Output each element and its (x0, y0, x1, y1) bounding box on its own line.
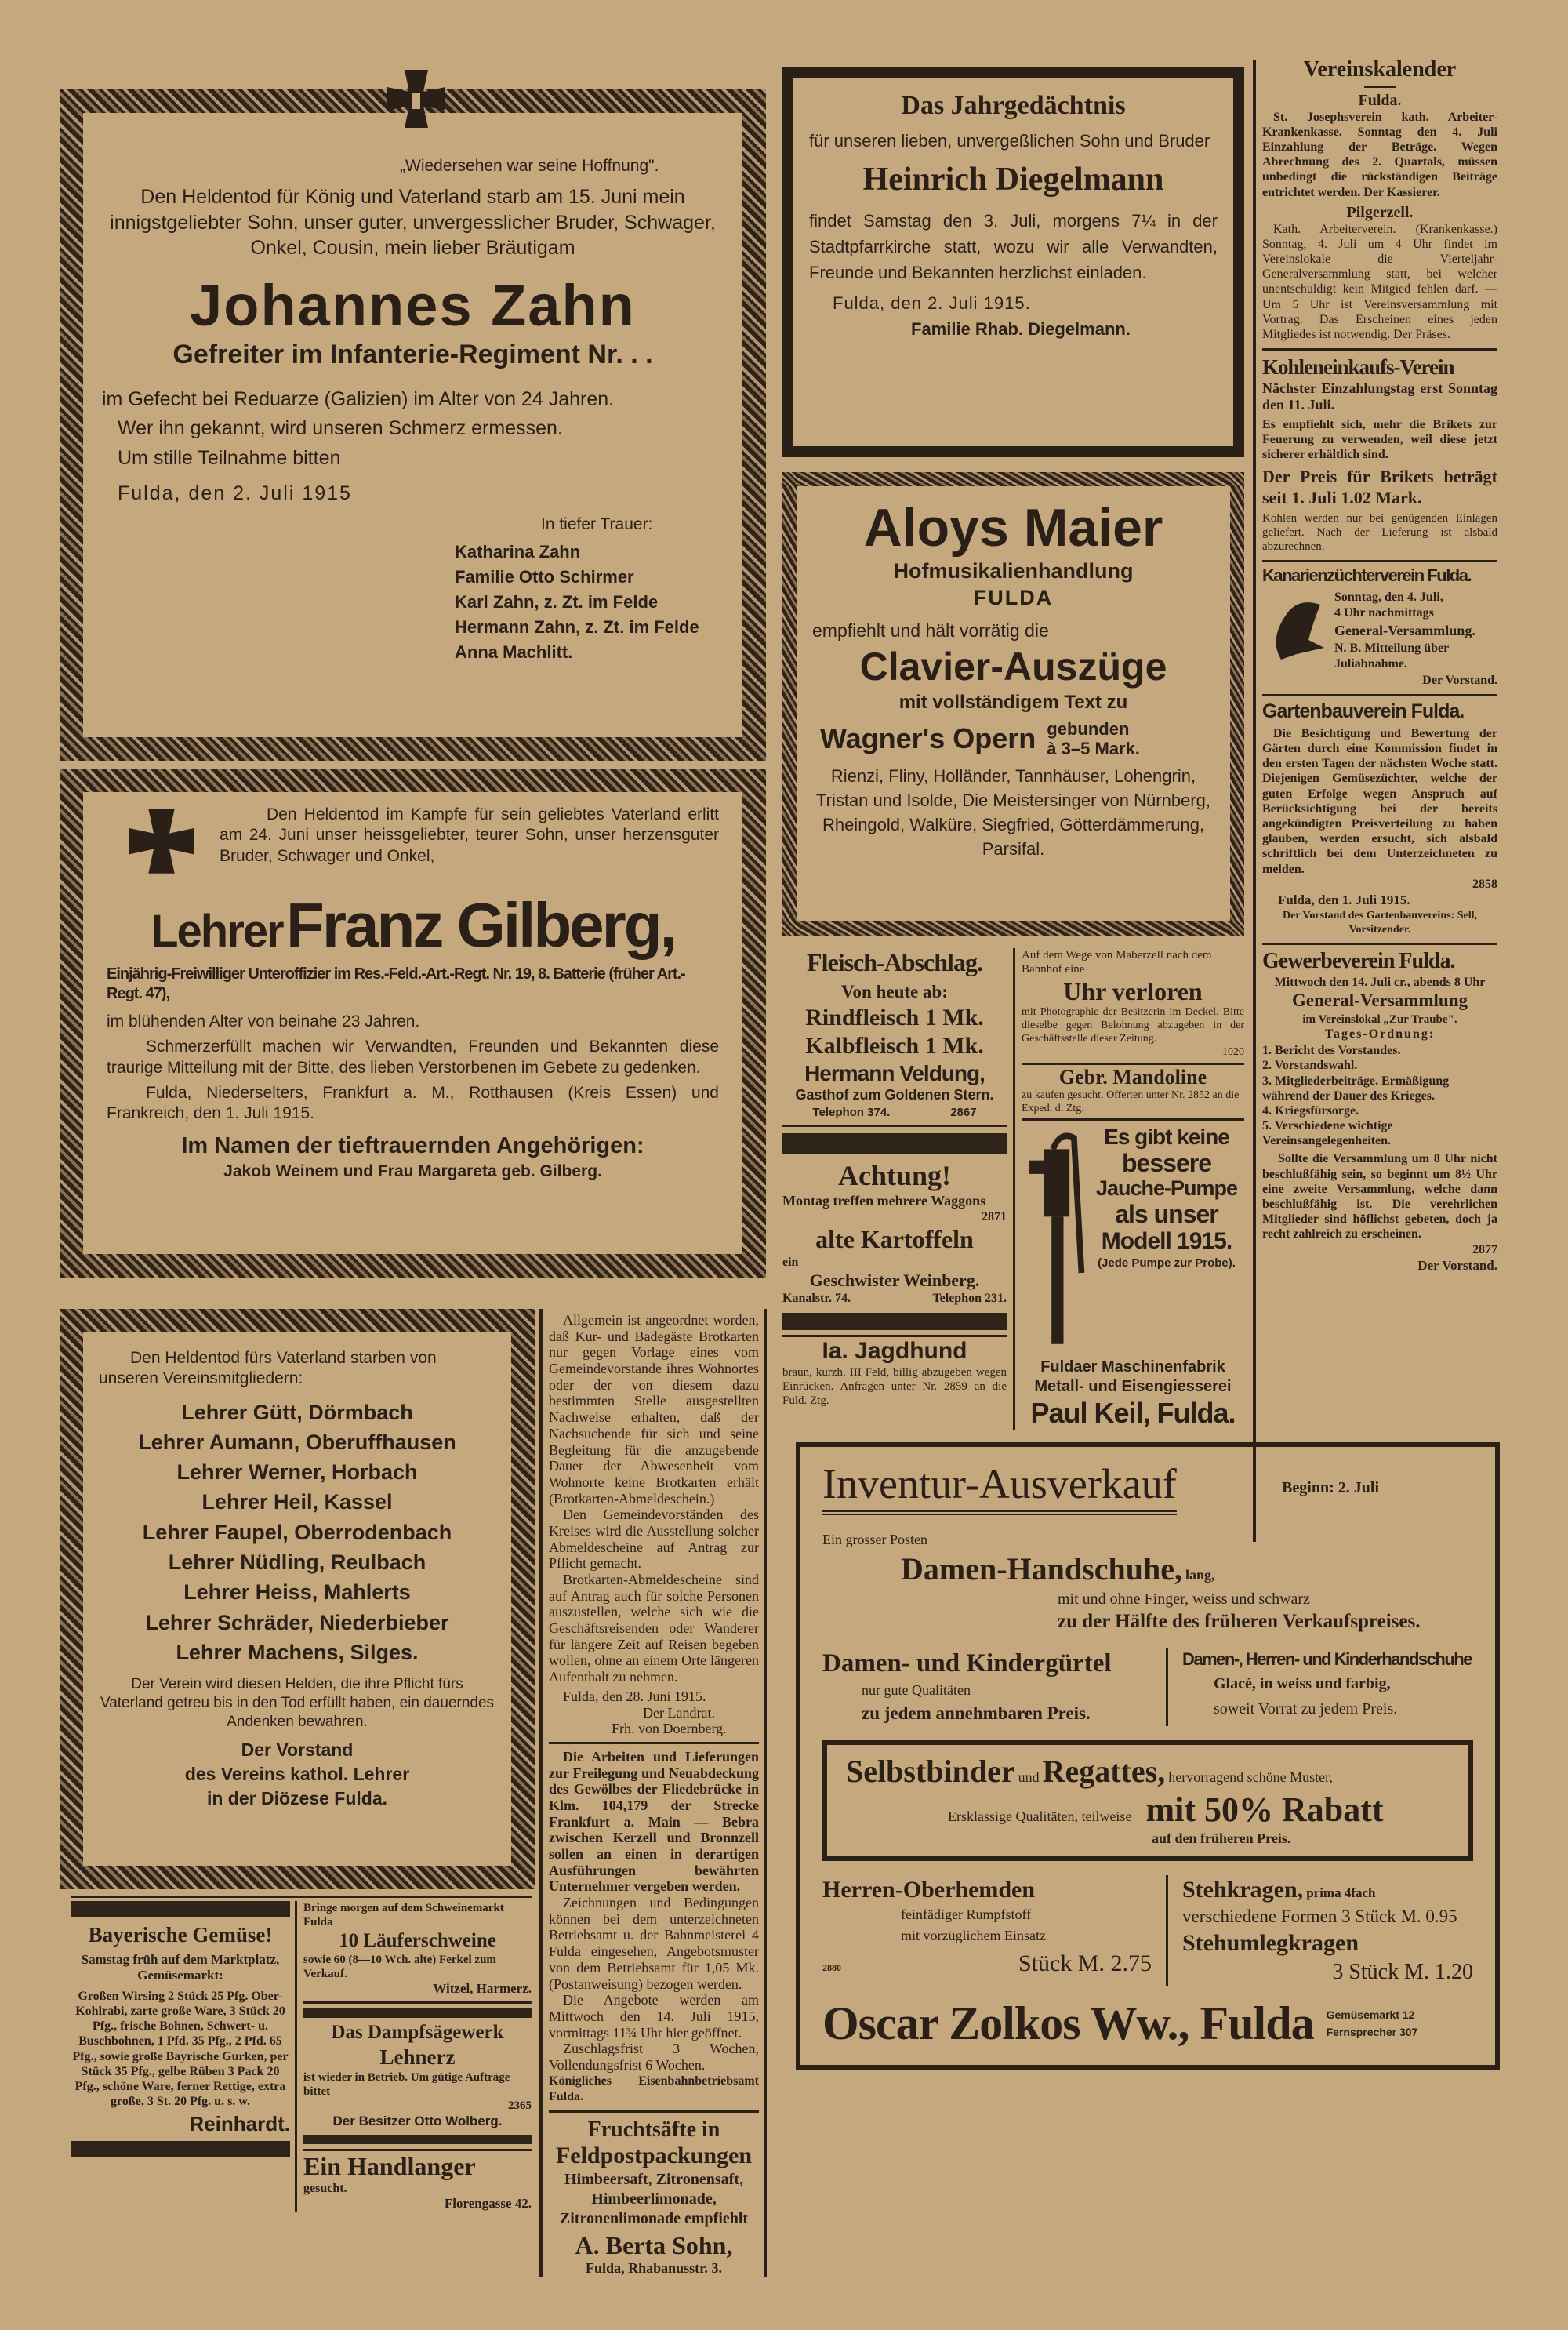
section-title: Vereinskalender (1303, 57, 1457, 82)
ad-note: (Jede Pumpe zur Probe). (1098, 1256, 1236, 1270)
ad-signature: Der Besitzer Otto Wolberg. (332, 2113, 503, 2128)
product-name: Damen-, Herren- und Kinderhandschuhe (1182, 1649, 1472, 1670)
ad-intro: Bringe morgen auf dem Schweinemarkt Fulda (303, 1902, 504, 1928)
ad-phone: Telephon 231. (932, 1292, 1007, 1306)
product-name: Damen- und Kindergürtel (822, 1649, 1112, 1678)
notice-signature: Familie Rhab. Diegelmann. (911, 318, 1131, 339)
obit-intro: Den Heldentod fürs Vaterland starben von unseren Vereinsmitgliedern: (99, 1349, 437, 1388)
mourner: Anna Machlitt. (455, 642, 573, 662)
ad-number: 2880 (822, 1962, 841, 1974)
notice-paragraph: Allgemein ist angeordnet worden, daß Kur- und Badegäste Brotkarten nur gegen Vorlage eines vom Gemeindevorstande ihres Wohnortes oder der von diesem dazu bestimmten Stelle ausgestellten Nachweise erhalten, daß der Nachsuchende für sich und seine Begleitung für die anzugebende Dauer der Abwesenheit vom Wohnorte keine Brotkarten erhält (Brotkarten-Abmeldeschein.) (549, 1312, 759, 1507)
product-name: Herren-Oberhemden (822, 1876, 1036, 1903)
ad-body: ist wieder in Betrieb. Um gütige Aufträge bittet (303, 2070, 510, 2098)
ad-list: Rienzi, Fliny, Holländer, Tannhäuser, Lohengrin, Tristan und Isolde, Die Meistersinger von Nürnberg, Rheingold, Walküre, Siegfried, Götterdämmerung, Parsifal. (816, 766, 1210, 859)
gemuese-ad (60, 1901, 295, 2157)
product-detail: Glacé, in weiss und farbig, (1214, 1674, 1391, 1692)
ad-title: Fruchtsäfte in (587, 2117, 720, 2143)
kanarien-ad (1262, 565, 1497, 689)
ad-body: Himbeersaft, Zitronensaft, Himbeerlimonade, Zitronenlimonade empfiehlt (559, 2170, 749, 2227)
obit-line: im Gefecht bei Reduarze (Galizien) im Alter von 24 Jahren. (102, 387, 615, 410)
mourner: Familie Otto Schirmer (455, 566, 634, 587)
ad-intro: Samstag früh auf dem Marktplatz, Gemüsemarkt: (81, 1952, 280, 1983)
ad-body: mit Photographie der Besitzerin im Deckel. Bitte dieselbe gegen Belohnung abzugeben in der Geschäftsstelle dieser Zeitung. (1022, 1006, 1244, 1045)
obit-name: Franz Gilberg, (286, 890, 675, 960)
ad-firm-name: Oscar Zolkos Ww., Fulda (822, 1997, 1314, 2049)
ad-number: 2871 (982, 1210, 1007, 1224)
ad-title: Kanarienzüchterverein Fulda. (1262, 565, 1472, 586)
ad-number: 2858 (1472, 877, 1497, 891)
canary-bird-icon (1265, 593, 1328, 663)
obituary-lehrer (60, 1309, 535, 1889)
ad-signature: Der Vorstand des Gartenbauvereins: Sell, Vorsitzender. (1283, 910, 1477, 936)
obit-signature: Der Vorstand (241, 1739, 354, 1760)
vereinskalender (1262, 56, 1497, 342)
ad-body: 4 Uhr nachmittags (1334, 606, 1434, 620)
ad-firm: Geschwister Weinberg. (809, 1270, 980, 1290)
ad-headline: bessere (1122, 1149, 1211, 1178)
ad-date: Mittwoch den 14. Juli cr., abends 8 Uhr (1274, 975, 1486, 989)
product-detail: feinfädiger Rumpfstoff (901, 1907, 1032, 1923)
obit-age: im blühenden Alter von beinahe 23 Jahren. (107, 1012, 420, 1031)
selbstbinder-box (822, 1740, 1473, 1861)
ad-intro: Auf dem Wege von Maberzell nach dem Bahnhof eine (1022, 949, 1212, 976)
fallen-member: Lehrer Heiss, Mahlerts (183, 1580, 411, 1605)
ad-price: Rindfleisch 1 Mk. (805, 1004, 984, 1031)
product-name: Selbstbinder (846, 1753, 1015, 1789)
gewerbe-ad (1262, 948, 1497, 1274)
ad-body: ein (782, 1255, 799, 1269)
obit-signature: des Vereins kathol. Lehrer (184, 1763, 410, 1784)
fleisch-ad (782, 948, 1007, 1120)
product-detail: soweit Vorrat zu jedem Preis. (1214, 1699, 1398, 1718)
pump-illustration (1022, 1125, 1089, 1353)
obit-date: Fulda, den 2. Juli 1915 (118, 482, 352, 505)
product-detail: hervorragend schöne Muster, (1168, 1768, 1333, 1785)
notice-paragraph: Die Angebote werden am Mittwoch den 14. Juli 1915, vormittags 11¾ Uhr hier geöffnet. (549, 1992, 759, 2041)
notice-title: Das Jahrgedächtnis (901, 91, 1126, 120)
ad-body: Kohlen werden nur bei genügenden Einlagen geliefert. Nach der Lieferung ist alsbald abzurechnen. (1262, 512, 1497, 554)
ad-firm: Aloys Maier (863, 498, 1163, 558)
ad-city: FULDA (973, 585, 1054, 609)
ad-body: zu kaufen gesucht. Offerten unter Nr. 2852 an die Exped. d. Ztg. (1022, 1089, 1240, 1114)
ad-body: gesucht. (303, 2182, 347, 2196)
obit-line: Um stille Teilnahme bitten (118, 446, 341, 469)
fallen-member: Lehrer Gütt, Dörmbach (181, 1400, 413, 1424)
ad-address: Gasthof zum Goldenen Stern. (795, 1087, 994, 1103)
begin-date: Beginn: 2. Juli (1282, 1478, 1379, 1496)
schweine-ad (303, 1901, 532, 1997)
ad-price: Kalbfleisch 1 Mk. (805, 1032, 984, 1059)
ad-title: Uhr verloren (1063, 977, 1203, 1005)
ad-title: Gebr. Mandoline (1058, 1065, 1207, 1089)
agenda-item: 1. Bericht des Vorstandes. (1262, 1044, 1401, 1058)
discount: mit 50% Rabatt (1145, 1790, 1384, 1829)
product-name: Stehkragen, (1182, 1876, 1304, 1903)
mourning-label: In tiefer Trauer: (541, 514, 653, 533)
pumpe-firm (1022, 1358, 1244, 1429)
ad-headline: Modell 1915. (1101, 1228, 1232, 1255)
ad-headline: alte Kartoffeln (815, 1225, 974, 1254)
column-3 (1262, 56, 1497, 1274)
product-detail: und (1018, 1768, 1040, 1785)
ad-body: N. B. Mitteilung über Juliabnahme. (1334, 641, 1449, 671)
notice-paragraph: Den Gemeindevorständen des Kreises wird die Ausstellung solcher Abmeldescheine auf Antrag zur Pflicht gemacht. (549, 1507, 759, 1572)
ad-title: Das Dampfsägewerk (331, 2022, 504, 2044)
agenda-item: 5. Verschiedene wichtige Vereinsangelegenheiten. (1262, 1119, 1393, 1148)
iron-cross-icon (381, 66, 452, 136)
ad-body: Sonntag, den 4. Juli, (1334, 590, 1443, 604)
agenda-item: 4. Kriegsfürsorge. (1262, 1103, 1359, 1118)
eisenbahn-notice (549, 1749, 759, 2106)
obit-signers: Jakob Weinem und Frau Margareta geb. Gilberg. (223, 1161, 602, 1180)
ad-number: 2877 (1472, 1242, 1497, 1256)
fallen-member: Lehrer Nüdling, Reulbach (168, 1550, 426, 1575)
notice-date: Fulda, den 28. Juni 1915. (563, 1688, 706, 1704)
ad-title: Gewerbeverein Fulda. (1262, 949, 1455, 974)
iron-cross-icon (122, 805, 201, 883)
obit-line: Wer ihn gekannt, wird unseren Schmerz ermessen. (118, 417, 563, 440)
fallen-member: Lehrer Schräder, Niederbieber (145, 1610, 449, 1634)
ad-headline: Wagner's Opern (820, 722, 1036, 755)
obit-date: Fulda, Niederselters, Frankfurt a. M., Rotthausen (Kreis Essen) und Frankreich, den 1. Juli 1915. (107, 1083, 719, 1122)
ad-date: Fulda, den 1. Juli 1915. (1278, 892, 1410, 907)
ad-body: Großen Wirsing 2 Stück 25 Pfg. Ober-Kohlrabi, zarte große Ware, 3 Stück 20 Pfg., frische Bohnen, Schwert- u. Buschbohnen, 1 Pfd. 35 Pfg., 2 Pfd. 65 Pfg., sowie große Bayrische Gurken, per Stück 35 Pfg., gelbe Rüben 3 Pack 20 Pfg., schöne Ware, ferner Rettige, extra große, 3 St. 20 Pfg. u. s. w. (72, 1989, 289, 2109)
agenda-item: 3. Mitgliederbeiträge. Ermäßigung während der Dauer des Krieges. (1262, 1074, 1450, 1103)
ad-title: Achtung! (837, 1160, 952, 1192)
obit-name: Johannes Zahn (190, 272, 636, 338)
ad-intro: Montag treffen mehrere Waggons (782, 1192, 986, 1209)
obit-body: Der Verein wird diesen Helden, die ihre Pflicht fürs Vaterland getreu bis in den Tod erfüllt haben, ein dauerndes Andenken bewahren. (100, 1676, 495, 1730)
jagdhund-ad (782, 1337, 1007, 1408)
ad-address: Gemüsemarkt 12 (1326, 2008, 1415, 2021)
brotkarten-notice (549, 1312, 759, 1737)
mourner: Karl Zahn, z. Zt. im Felde (455, 591, 659, 612)
product-price: 3 Stück M. 1.20 (1332, 1959, 1473, 1984)
ad-address: im Vereinslokal „Zur Traube". (1302, 1012, 1457, 1026)
obit-rank: Gefreiter im Infanterie-Regiment Nr. . . (172, 339, 653, 369)
obit-title: Lehrer (151, 906, 283, 957)
ad-body: Sollte die Versammlung um 8 Uhr nicht beschlußfähig sein, so beginnt um 8½ Uhr eine zweite Versammlung, welche dann beschlußfähig ist. Die verehrlichen Mitglieder sind höflichst gebeten, doch ja recht zahlreich zu erscheinen. (1262, 1152, 1497, 1241)
notice-paragraph: Zuschlagsfrist 3 Wochen, Vollendungsfrist 6 Wochen. (549, 2041, 759, 2073)
mourner: Katharina Zahn (455, 541, 581, 562)
notice-body: findet Samstag den 3. Juli, morgens 7¼ in der Stadtpfarrkirche statt, wozu wir alle Verwandten, Freunde und Bekannten herzlichst einladen. (809, 210, 1218, 282)
mandoline-ad (1022, 1065, 1244, 1116)
notice-paragraph: Zeichnungen und Bedingungen können bei dem unterzeichneten Betriebsamt u. der Bahnmeisterei 4 Fulda eingesehen, Angebotsmuster von dem Betriebsamt für 1,05 Mk. (Postanweisung) bezogen werden. (549, 1895, 759, 1992)
ad-number: 1020 (1222, 1045, 1244, 1058)
ad-phone: Fernsprecher 307 (1326, 2026, 1418, 2039)
ad-title: Feldpostpackungen (555, 2143, 753, 2169)
product-detail: mit vorzüglichem Einsatz (901, 1928, 1046, 1944)
kohlen-ad (1262, 354, 1497, 554)
ad-body: Ein grosser Posten (822, 1532, 927, 1548)
mourner: Hermann Zahn, z. Zt. im Felde (455, 616, 699, 637)
ad-title: Gartenbauverein Fulda. (1262, 700, 1465, 722)
ad-price: à 3–5 Mark. (1047, 739, 1140, 759)
inventur-ad (796, 1442, 1500, 2070)
obit-signature: in der Diözese Fulda. (206, 1787, 388, 1808)
fruchtsaefte-ad (549, 2117, 759, 2277)
product-price: Stück M. 2.75 (1018, 1950, 1152, 1977)
column-1 (60, 89, 766, 2277)
ad-title: Fleisch-Abschlag. (807, 948, 982, 976)
ad-body: empfiehlt und hält vorrätig die (812, 620, 1049, 641)
product-detail: mit und ohne Finger, weiss und schwarz (1058, 1590, 1310, 1608)
fallen-member: Lehrer Heil, Kassel (201, 1490, 393, 1514)
ad-headline: General-Versammlung (1291, 990, 1468, 1010)
ad-title: Kohleneinkaufs-Verein (1262, 355, 1454, 380)
fallen-member: Lehrer Aumann, Oberuffhausen (138, 1430, 456, 1454)
ad-subtitle: Von heute ab: (841, 981, 948, 1001)
agenda-label: Tages-Ordnung: (1324, 1027, 1436, 1041)
notice-paragraph: Die Arbeiten und Lieferungen zur Freilegung und Neuabdeckung des Gewölbes der Fliedebrücke in Klm. 104,179 der Strecke Frankfurt a. Main — Bebra zwischen Kerzell und Bronnzell sollen an einen in derartigen Ausführungen bewährten Unternehmer vergeben werden. (549, 1748, 759, 1895)
product-name: Damen-Handschuhe, (901, 1550, 1182, 1587)
lower-section (60, 1309, 766, 2277)
obituary-gilberg (60, 769, 766, 1278)
ad-title: Bayerische Gemüse! (88, 1923, 273, 1947)
handlanger-ad (303, 2151, 532, 2212)
fallen-member: Lehrer Werner, Horbach (176, 1460, 418, 1485)
product-detail: auf den früheren Preis. (1152, 1830, 1291, 1847)
obit-intro: Den Heldentod für König und Vaterland starb am 15. Juni mein innigstgeliebter Sohn, unser guter, unvergesslicher Bruder, Schwager, Onkel, Cousin, mein lieber Bräutigam (110, 186, 716, 260)
ad-firm: Metall- und Eisengiesserei (1034, 1378, 1232, 1396)
ad-body: Der Preis für Brikets beträgt seit 1. Juli 1.02 Mark. (1262, 467, 1497, 507)
product-detail: zu der Hälfte des früheren Verkaufspreises. (1058, 1610, 1421, 1632)
ad-address: Fulda, Rhabanusstr. 3. (586, 2260, 722, 2277)
notice-name: Heinrich Diegelmann (862, 162, 1164, 198)
notice-paragraph: Brotkarten-Abmeldescheine sind auf Antrag auch für solche Personen auszustellen, welche sich wie die Geschäftsreisenden oder Wanderer für längere Zeit auf Reisen begeben wollen, ohne an einem Orte längeren Aufenthalt zu nehmen. (549, 1572, 759, 1685)
ad-phone: Telephon 374. (812, 1105, 891, 1119)
ad-body: braun, kurzh. III Feld, billig abzugeben wegen Einrücken. Anfragen unter Nr. 2859 an die Fuld. Ztg. (782, 1366, 1007, 1408)
obit-rank: Einjährig-Freiwilliger Unteroffizier im Res.-Feld.-Art.-Regt. Nr. 19, 8. Batterie (früher Art.-Regt. 47), (107, 965, 685, 1002)
product-detail: nur gute Qualitäten (862, 1681, 971, 1698)
ad-headline: Clavier-Auszüge (859, 644, 1167, 689)
obit-body: Schmerzerfüllt machen wir Verwandten, Freunden und Bekannten diese traurige Mitteilung mit der Bitte, des lieben Verstorbenen im Gebete zu gedenken. (107, 1038, 719, 1077)
uhr-ad (1022, 948, 1244, 1060)
obit-intro: Den Heldentod im Kampfe für sein geliebtes Vaterland erlitt am 24. Juni unser heissgeliebter, teurer Sohn, unser herzensguter Bruder, Schwager und Onkel, (220, 805, 719, 865)
ad-signature: Der Vorstand. (1417, 1257, 1497, 1273)
product-name: Stehumlegkragen (1182, 1930, 1359, 1957)
jahrgedaechtnis-notice (782, 67, 1244, 457)
ad-body: sowie 60 (8—10 Wch. alte) Ferkel zum Verkauf. (303, 1954, 496, 1980)
fallen-member: Lehrer Faupel, Oberrodenbach (142, 1520, 452, 1544)
ad-signature: Reinhardt. (189, 2112, 290, 2136)
ad-number: 2365 (508, 2099, 532, 2112)
ad-subtitle: Hofmusikalienhandlung (893, 559, 1134, 583)
ad-number: 2867 (950, 1105, 977, 1119)
fallen-member: Lehrer Machens, Silges. (176, 1641, 419, 1665)
product-detail: lang, (1185, 1566, 1215, 1583)
ad-headline: Es gibt keine (1104, 1125, 1229, 1150)
ad-body: mit vollständigem Text zu (898, 691, 1128, 713)
obituary-zahn (60, 89, 766, 761)
ad-firm: Hermann Veldung, (804, 1060, 985, 1085)
notice-signature: Frh. von Doernberg. (612, 1721, 727, 1737)
ad-headline: als unser (1115, 1200, 1218, 1229)
pumpe-ad (1089, 1125, 1244, 1270)
product-detail: zu jedem annehmbaren Preis. (862, 1703, 1091, 1723)
ad-body: Nächster Einzahlungstag erst Sonntag den 11. Juli. (1262, 380, 1497, 413)
product-price: verschiedene Formen 3 Stück M. 0.95 (1182, 1907, 1457, 1927)
ad-body: gebunden (1047, 718, 1130, 739)
ad-title: Ia. Jagdhund (822, 1338, 967, 1365)
ad-address: Florengasse 42. (444, 2196, 532, 2212)
ad-signature: Der Vorstand. (1422, 674, 1497, 688)
ad-title: Lehnerz (379, 2045, 456, 2070)
product-detail: Ersklassige Qualitäten, teilweise (948, 1808, 1132, 1824)
ad-headline: Jauche-Pumpe (1095, 1176, 1238, 1201)
obit-motto: „Wiedersehen war seine Hoffnung". (400, 157, 659, 175)
notice-date: Fulda, den 2. Juli 1915. (833, 293, 1031, 313)
calendar-entry: Kath. Arbeiterverein. (Krankenkasse.) Sonntag, 4. Juli um 4 Uhr findet im Vereinslokale die Vierteljahr-Generalversammlung statt, bei welcher unentschuldigt kein Mitgied fehlen darf. — Um 5 Uhr ist Vereinsversammlung mit Vortrag. Das Erscheinen eines jeden Mitgliedes ist notwendig. Der Präses. (1262, 222, 1497, 342)
saegewerk-ad (303, 2018, 532, 2129)
section-heading: Fulda. (1358, 91, 1402, 109)
section-heading: Pilgerzell. (1346, 203, 1414, 221)
ad-firm-name: Paul Keil, Fulda. (1030, 1397, 1236, 1430)
ad-body: General-Versammlung. (1334, 623, 1475, 639)
product-name: Regattes, (1042, 1753, 1166, 1789)
notice-intro: für unseren lieben, unvergeßlichen Sohn und Bruder (809, 130, 1210, 151)
ad-title: 10 Läuferschweine (339, 1930, 496, 1951)
obit-signoff: Im Namen der tieftrauernden Angehörigen: (181, 1133, 644, 1159)
ad-body: Es empfiehlt sich, mehr die Brikets zur Feuerung zu verwenden, weil diese jetzt sicherer erhältlich sind. (1262, 417, 1497, 462)
ad-firm: A. Berta Sohn, (575, 2230, 733, 2259)
product-detail: prima 4fach (1306, 1885, 1376, 1900)
ad-firm: Fuldaer Maschinenfabrik (1040, 1358, 1225, 1376)
garten-ad (1262, 700, 1497, 936)
agenda-item: 2. Vorstandswahl. (1262, 1059, 1358, 1073)
ad-signature: Witzel, Harmerz. (433, 1981, 532, 1996)
maier-ad (782, 472, 1244, 936)
ad-body: Die Besichtigung und Bewertung der Gärten durch eine Kommission findet in den ersten Tagen der nächsten Woche statt. Diejenigen Gemüsezüchter, welche der guten Erfolge wegen Anspruch auf Berücksichtigung bei der bereits angekündigten Preisverteilung zu haben glauben, werden ersucht, sich alsbald schriftlich bei dem Unterzeichneten zu melden. (1262, 726, 1497, 876)
notice-signature: Königliches Eisenbahnbetriebsamt Fulda. (549, 2074, 759, 2104)
ad-title: Inventur-Ausverkauf (822, 1461, 1177, 1515)
kartoffeln-ad (782, 1160, 1007, 1307)
ad-address: Kanalstr. 74. (782, 1292, 851, 1306)
ad-title: Ein Handlanger (303, 2151, 476, 2180)
notice-signature: Der Landrat. (643, 1704, 715, 1721)
calendar-entry: St. Josephsverein kath. Arbeiter-Krankenkasse. Sonntag den 4. Juli Einzahlung der Beträge. Wegen Abrechnung des 2. Quartals, müssen unbedingt die rückständigen Beiträge entrichtet werden. Der Kassierer. (1262, 110, 1497, 199)
